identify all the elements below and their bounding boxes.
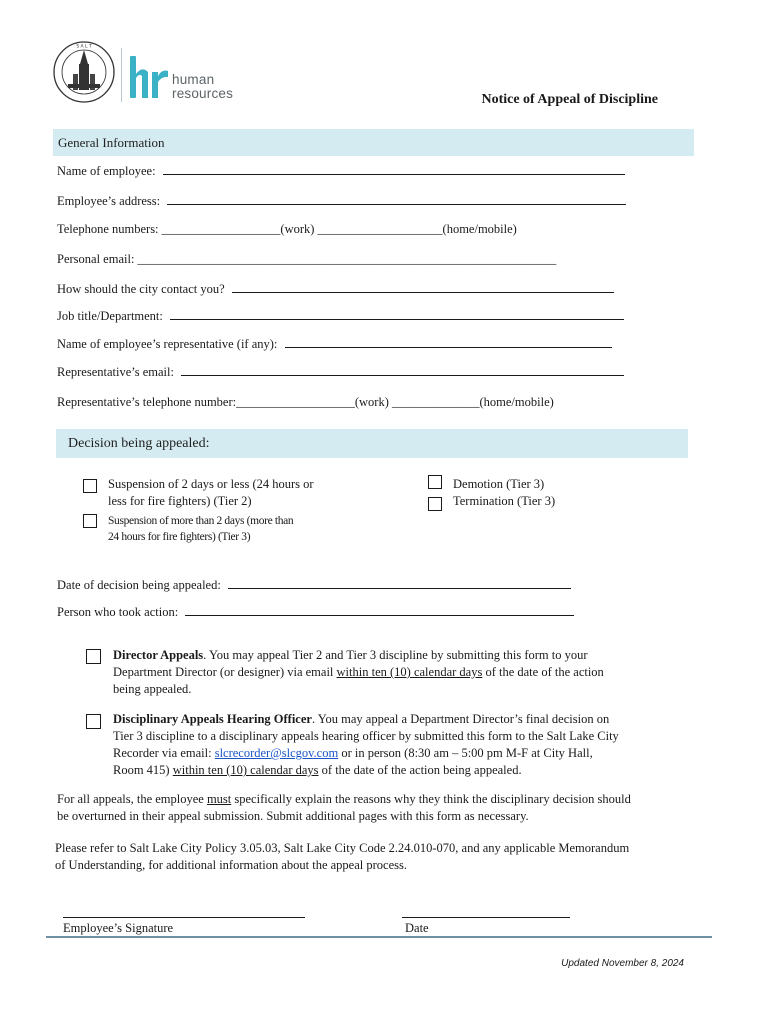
date-label: Date	[405, 921, 429, 935]
general-information-heading: General Information	[58, 135, 165, 150]
hearing-officer-line4b: of the date of the action being appealed.	[318, 763, 522, 777]
suspension-tier2-line1: Suspension of 2 days or less (24 hours or	[108, 477, 314, 491]
demotion-label: Demotion (Tier 3)	[453, 477, 545, 491]
telephone-home-blank[interactable]: ____________________	[317, 222, 443, 236]
appeal-explanation-note	[57, 791, 717, 825]
director-appeals-deadline: within ten (10) calendar days	[336, 665, 483, 679]
director-appeals-line1: . You may appeal Tier 2 and Tier 3 discipline by submitting this form to your	[203, 648, 588, 662]
representative-phone-home-label: (home/mobile)	[479, 395, 554, 409]
suspension-tier2-line2: less for fire fighters) (Tier 2)	[108, 494, 252, 508]
director-appeals-text	[113, 647, 673, 698]
representative-phone-label: Representative’s telephone number:	[57, 395, 237, 409]
employee-name-field[interactable]	[57, 162, 625, 179]
representative-phone-work-label: (work)	[354, 395, 389, 409]
updated-date: Updated November 8, 2024	[561, 958, 684, 969]
employee-signature-label: Employee’s Signature	[63, 921, 174, 935]
contact-method-label: How should the city contact you?	[57, 282, 225, 296]
representative-phone-home-blank[interactable]: ______________	[392, 395, 480, 409]
document-title: Notice of Appeal of Discipline	[481, 92, 658, 107]
telephone-field[interactable]	[57, 222, 517, 237]
signature-divider-rule	[46, 936, 712, 938]
job-title-label: Job title/Department:	[57, 309, 163, 323]
employee-signature-line[interactable]	[63, 917, 305, 918]
termination-checkbox[interactable]	[428, 497, 442, 511]
representative-phone-work-blank[interactable]: ___________________	[236, 395, 355, 409]
note2-line2: of Understanding, for additional information about the appeal process.	[55, 858, 407, 872]
note2-line1: Please refer to Salt Lake City Policy 3.05.03, Salt Lake City Code 2.24.010-070, and any applicable Memorandum	[55, 841, 630, 855]
suspension-tier2-label	[108, 476, 314, 510]
representative-name-line[interactable]	[285, 335, 612, 348]
hearing-officer-checkbox[interactable]	[86, 714, 101, 729]
action-person-field[interactable]	[57, 603, 574, 620]
hearing-officer-title: Disciplinary Appeals Hearing Officer	[113, 712, 312, 726]
decision-heading: Decision being appealed:	[68, 436, 210, 451]
representative-email-label: Representative’s email:	[57, 365, 174, 379]
suspension-tier3-label	[108, 513, 293, 545]
note1-line1b: specifically explain the reasons why they think the disciplinary decision should	[231, 792, 631, 806]
representative-name-field[interactable]	[57, 335, 612, 352]
note1-line2: be overturned in their appeal submission. Submit additional pages with this form as necessary.	[57, 809, 529, 823]
telephone-label: Telephone numbers:	[57, 222, 159, 236]
action-person-label: Person who took action:	[57, 605, 179, 619]
director-appeals-checkbox[interactable]	[86, 649, 101, 664]
job-title-field[interactable]	[57, 307, 624, 324]
personal-email-label: Personal email:	[57, 252, 135, 266]
employee-address-field[interactable]	[57, 192, 626, 209]
contact-method-line[interactable]	[232, 280, 614, 293]
contact-method-field[interactable]	[57, 280, 614, 297]
employee-name-line[interactable]	[163, 162, 625, 175]
policy-reference-note	[55, 840, 735, 874]
suspension-tier2-checkbox[interactable]	[83, 479, 97, 493]
hr-logo-word-resources: resources	[172, 86, 234, 101]
note1-must: must	[206, 792, 232, 806]
hearing-officer-line3a: Recorder via email:	[113, 746, 215, 760]
decision-date-line[interactable]	[228, 576, 571, 589]
director-appeals-line2b: of the date of the action	[482, 665, 604, 679]
hr-logo-word-human: human	[172, 72, 215, 87]
representative-phone-field[interactable]	[57, 395, 554, 410]
action-person-line[interactable]	[185, 603, 574, 616]
employee-address-label: Employee’s address:	[57, 194, 161, 208]
suspension-tier3-checkbox[interactable]	[83, 514, 97, 528]
note1-line1a: For all appeals, the employee	[57, 792, 207, 806]
representative-email-field[interactable]	[57, 363, 624, 380]
telephone-home-label: (home/mobile)	[442, 222, 517, 236]
employee-address-line[interactable]	[167, 192, 626, 205]
employee-name-label: Name of employee:	[57, 164, 156, 178]
recorder-email-link[interactable]: slcrecorder@slcgov.com	[214, 746, 339, 760]
hearing-officer-text	[113, 711, 693, 779]
hr-logo-text	[172, 73, 233, 101]
svg-text:S A L T: S A L T	[76, 44, 92, 50]
personal-email-field[interactable]	[57, 252, 556, 267]
telephone-work-label: (work)	[280, 222, 315, 236]
hr-logo-mark	[128, 52, 170, 100]
date-signature-line[interactable]	[402, 917, 570, 918]
hearing-officer-line2: Tier 3 discipline to a disciplinary appeals hearing officer by submitted this form to the Salt Lake City	[113, 729, 619, 743]
representative-email-line[interactable]	[181, 363, 624, 376]
personal-email-blank[interactable]: ___________________________________________________________________	[137, 252, 557, 266]
hearing-officer-line3b: or in person (8:30 am – 5:00 pm M-F at City Hall,	[338, 746, 593, 760]
hearing-officer-line1: . You may appeal a Department Director’s final decision on	[311, 712, 610, 726]
telephone-work-blank[interactable]: ___________________	[161, 222, 281, 236]
termination-label: Termination (Tier 3)	[453, 494, 556, 508]
director-appeals-title: Director Appeals	[113, 648, 204, 662]
job-title-line[interactable]	[170, 307, 624, 320]
decision-date-field[interactable]	[57, 576, 571, 593]
director-appeals-line3: being appealed.	[113, 682, 192, 696]
suspension-tier3-line1: Suspension of more than 2 days (more than	[108, 515, 294, 527]
hearing-officer-deadline: within ten (10) calendar days	[172, 763, 319, 777]
suspension-tier3-line2: 24 hours for fire fighters) (Tier 3)	[108, 531, 251, 543]
hearing-officer-line4a: Room 415)	[113, 763, 173, 777]
logo-divider	[121, 48, 122, 102]
demotion-checkbox[interactable]	[428, 475, 442, 489]
salt-lake-city-seal-logo	[52, 40, 116, 104]
decision-date-label: Date of decision being appealed:	[57, 578, 221, 592]
representative-name-label: Name of employee’s representative (if any):	[57, 337, 278, 351]
director-appeals-line2a: Department Director (or designer) via email	[113, 665, 337, 679]
